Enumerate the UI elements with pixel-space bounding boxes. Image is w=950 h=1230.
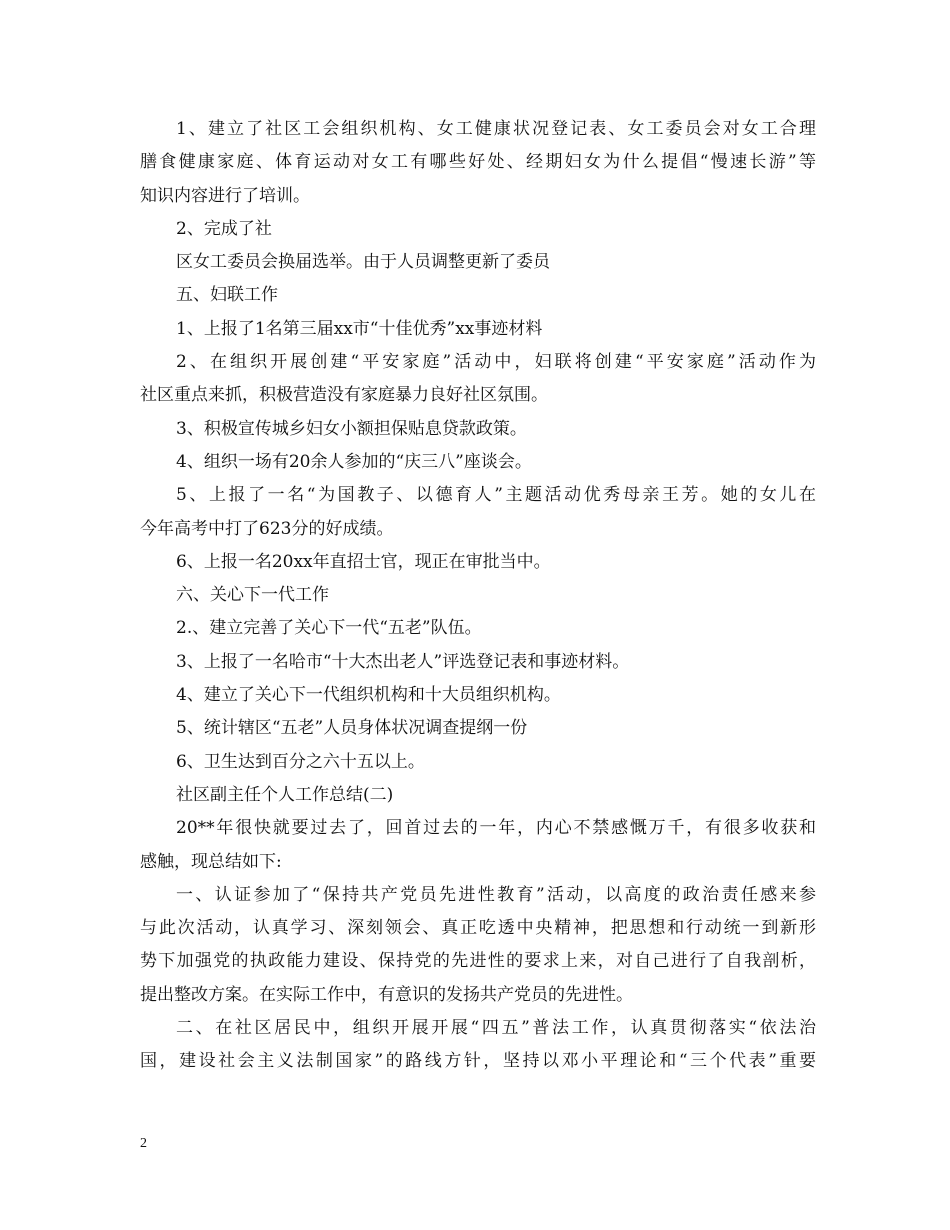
- text-line: 6、上报一名20xx年直招士官，现正在审批当中。: [176, 551, 551, 572]
- text-line: 六、关心下一代工作: [176, 585, 329, 606]
- text-line: 2.、建立完善了关心下一代“五老”队伍。: [176, 618, 482, 639]
- text-line: 20**年很快就要过去了，回首过去的一年，内心不禁感慨万千，有很多收获和: [176, 818, 816, 839]
- text-line: 提出整改方案。在实际工作中，有意识的发扬共产党员的先进性。: [140, 984, 633, 1005]
- text-line: 3、上报了一名哈市“十大杰出老人”评选登记表和事迹材料。: [176, 651, 630, 672]
- text-line: 区女工委员会换届选举。由于人员调整更新了委员: [176, 252, 550, 273]
- text-line: 1、上报了1名第三届xx市“十佳优秀”xx事迹材料: [176, 318, 543, 339]
- page-number: 2: [140, 1136, 147, 1151]
- text-line: 4、建立了关心下一代组织机构和十大员组织机构。: [176, 685, 561, 706]
- text-line: 国，建设社会主义法制国家”的路线方针，坚持以邓小平理论和“三个代表”重要: [140, 1051, 816, 1072]
- text-line: 五、妇联工作: [176, 285, 278, 306]
- text-line: 一、认证参加了“保持共产党员先进性教育”活动，以高度的政治责任感来参: [176, 884, 816, 905]
- text-line: 社区副主任个人工作总结(二): [176, 784, 394, 805]
- text-line: 社区重点来抓，积极营造没有家庭暴力良好社区氛围。: [140, 385, 548, 406]
- text-line: 4、组织一场有20余人参加的“庆三八”座谈会。: [176, 451, 532, 472]
- text-line: 1、建立了社区工会组织机构、女工健康状况登记表、女工委员会对女工合理: [176, 119, 816, 139]
- text-line: 2、完成了社: [176, 218, 272, 239]
- text-line: 6、卫生达到百分之六十五以上。: [176, 751, 425, 772]
- text-line: 势下加强党的执政能力建设、保持党的先进性的要求上来，对自己进行了自我剖析，: [140, 951, 816, 972]
- text-line: 膳食健康家庭、体育运动对女工有哪些好处、经期妇女为什么提倡“慢速长游”等: [140, 152, 816, 173]
- text-line: 今年高考中打了623分的好成绩。: [140, 518, 394, 539]
- text-line: 2、在组织开展创建“平安家庭”活动中，妇联将创建“平安家庭”活动作为: [176, 352, 816, 373]
- text-line: 知识内容进行了培训。: [140, 185, 310, 206]
- text-line: 二、在社区居民中，组织开展开展“四五”普法工作，认真贯彻落实“依法治: [176, 1018, 816, 1039]
- document-body: [140, 113, 816, 1079]
- text-line: 感触，现总结如下:: [140, 851, 282, 872]
- text-line: 5、上报了一名“为国教子、以德育人”主题活动优秀母亲王芳。她的女儿在: [176, 485, 816, 506]
- text-line: 3、积极宣传城乡妇女小额担保贴息贷款政策。: [176, 418, 527, 439]
- text-line: 5、统计辖区“五老”人员身体状况调查提纲一份: [176, 718, 528, 739]
- text-line: 与此次活动，认真学习、深刻领会、真正吃透中央精神，把思想和行动统一到新形: [140, 918, 816, 939]
